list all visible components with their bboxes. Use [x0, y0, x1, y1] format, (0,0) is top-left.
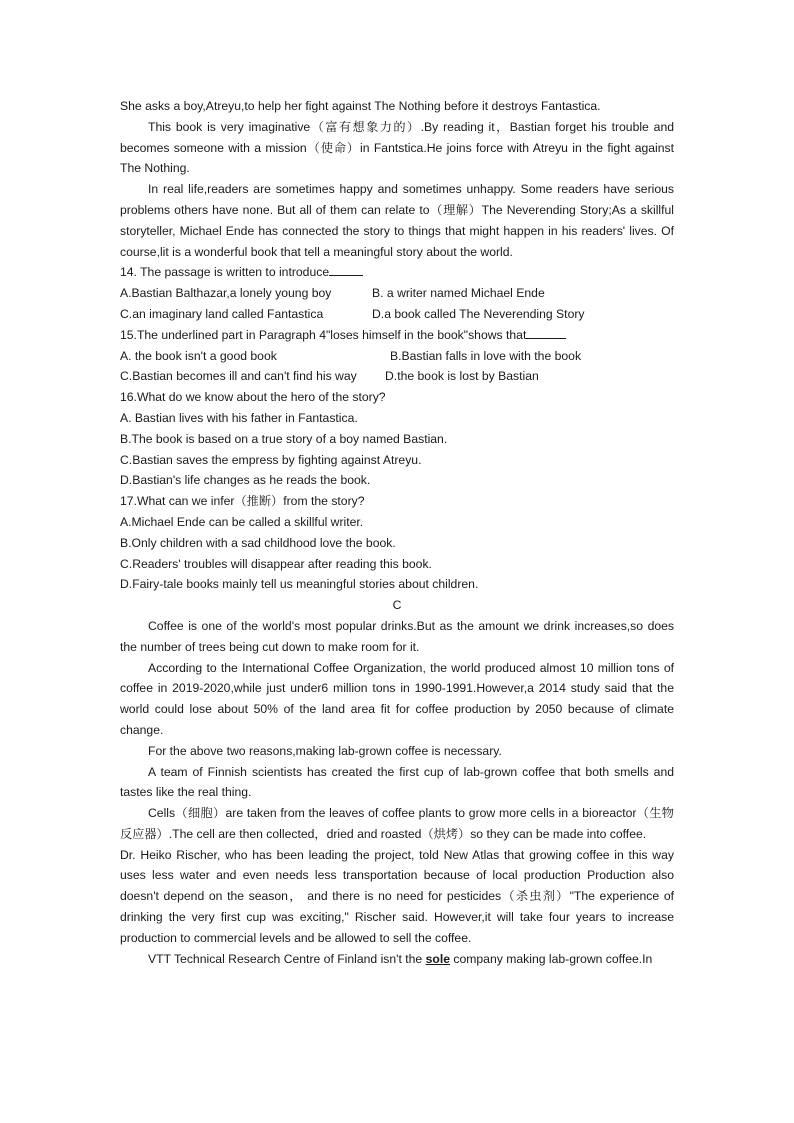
option-c: C.Bastian saves the empress by fighting against Atreyu.: [120, 452, 422, 467]
underlined-word: sole: [425, 951, 450, 966]
option-a: A.Michael Ende can be called a skillful writer.: [120, 514, 364, 529]
answer-blank: [526, 326, 566, 339]
question-stem: 15.The underlined part in Paragraph 4"loses himself in the book"shows that: [120, 325, 674, 346]
section-heading: C: [392, 598, 402, 613]
option-a: A.Bastian Balthazar,a lonely young boy: [120, 286, 332, 301]
option-c: C.an imaginary land called Fantastica: [120, 306, 324, 321]
option-row: [120, 283, 674, 304]
option-d: D.Fairy-tale books mainly tell us meaningful stories about children.: [120, 577, 479, 592]
answer-blank: [329, 263, 363, 276]
option-row: [120, 346, 674, 367]
option-b: B.The book is based on a true story of a boy named Bastian.: [120, 431, 448, 446]
paragraph-c5: Cells（细胞）are taken from the leaves of coffee plants to grow more cells in a bioreactor（生物反应器）.The cell are then collected，dried and roasted（烘烤）so they can be made into coffee.: [120, 806, 674, 841]
paragraph-c1: Coffee is one of the world's most popular drinks.But as the amount we drink increases,so does the number of trees being cut down to make room for it.: [120, 618, 674, 654]
paragraph-c6: Dr. Heiko Rischer, who has been leading the project, told New Atlas that growing coffee in this way uses less water and even needs less transportation because of local production Production also doesn't depend on the season， and there is no need for pesticides（杀虫剂）"The experience of drinking the very first cup was exciting," Rischer said. However,it will take four years to increase production to commercial levels and be allowed to sell the coffee.: [120, 847, 674, 945]
question-17: [120, 491, 674, 595]
option-row: [120, 366, 674, 387]
option-row: [120, 304, 674, 325]
option-c: C.Bastian becomes ill and can't find his way: [120, 369, 357, 384]
paragraph-c3: For the above two reasons,making lab-grown coffee is necessary.: [148, 743, 502, 758]
option-b: B.Only children with a sad childhood love the book.: [120, 535, 396, 550]
question-14: [120, 262, 674, 324]
question-stem: 14. The passage is written to introduce: [120, 262, 674, 283]
option-a: A. Bastian lives with his father in Fantastica.: [120, 410, 358, 425]
option-b: B.Bastian falls in love with the book: [390, 348, 582, 363]
option-d: D.a book called The Neverending Story: [372, 306, 585, 321]
paragraph-b3: In real life,readers are sometimes happy and sometimes unhappy. Some readers have serious problems others have none. But all of them can relate to（理解）The Neverending Story;As a skillful storyteller, Michael Ende has connected the story to things that might happen in his readers' lives. Of course,lit is a wonderful book that tell a meaningful story about the world.: [120, 182, 674, 259]
paragraph-c7: VTT Technical Research Centre of Finland isn't the sole company making lab-grown coffee.In: [148, 951, 653, 966]
option-b: B. a writer named Michael Ende: [372, 286, 545, 301]
option-d: D.Bastian's life changes as he reads the book.: [120, 473, 371, 488]
paragraph-c4: A team of Finnish scientists has created the first cup of lab-grown coffee that both smells and tastes like the real thing.: [120, 764, 674, 800]
question-16: [120, 387, 674, 491]
question-15: [120, 325, 674, 387]
paragraph-b1-tail: She asks a boy,Atreyu,to help her fight against The Nothing before it destroys Fantastica.: [120, 99, 601, 113]
question-stem: 17.What can we infer（推断）from the story?: [120, 494, 365, 509]
option-d: D.the book is lost by Bastian: [385, 369, 539, 384]
option-a: A. the book isn't a good book: [120, 348, 277, 363]
paragraph-c2: According to the International Coffee Organization, the world produced almost 10 million tons of coffee in 2019-2020,while just under6 million tons in 1990-1991.However,a 2014 study said that the world could lose about 50% of the land area fit for coffee production by 2050 because of climate change.: [120, 660, 674, 737]
option-c: C.Readers' troubles will disappear after reading this book.: [120, 556, 432, 571]
question-stem: 16.What do we know about the hero of the story?: [120, 390, 386, 405]
paragraph-b2: This book is very imaginative（富有想象力的）.By reading it，Bastian forget his trouble and becomes someone with a mission（使命）in Fantstica.He joins force with Atreyu in the fight against The Nothing.: [120, 119, 674, 176]
document-page: [120, 96, 674, 969]
